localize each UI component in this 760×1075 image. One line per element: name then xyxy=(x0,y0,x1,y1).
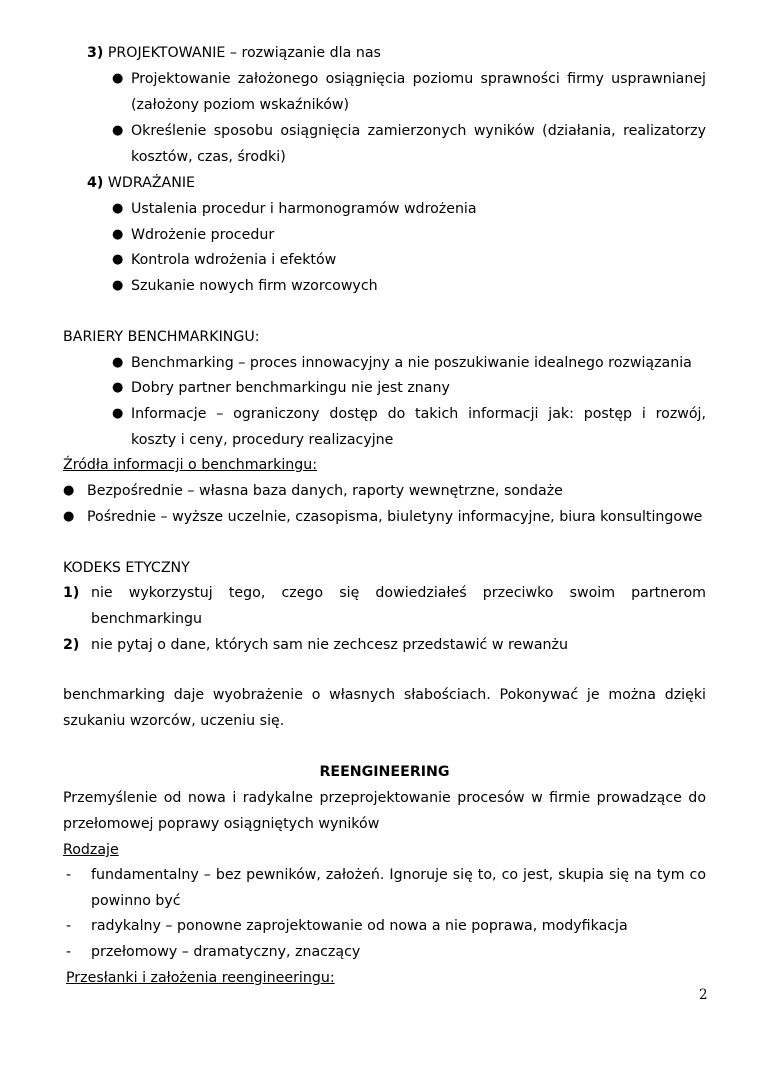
reengineering-title: REENGINEERING xyxy=(319,764,450,780)
list-item-continuation: kosztów, czas, środki) xyxy=(131,149,286,165)
barriers-heading: BARIERY BENCHMARKINGU: xyxy=(63,329,260,345)
summary-line: benchmarking daje wyobrażenie o własnych słabościach. Pokonywać je można dzięki xyxy=(63,687,706,703)
bullet-icon: ● xyxy=(112,406,124,421)
bullet-icon: ● xyxy=(112,380,124,395)
section-4-title: WDRAŻANIE xyxy=(107,175,196,191)
list-item: Szukanie nowych firm wzorcowych xyxy=(131,278,378,294)
list-item: Pośrednie – wyższe uczelnie, czasopisma, biuletyny informacyjne, biura konsultingowe xyxy=(87,509,703,525)
code-item-number: 2) xyxy=(63,637,80,653)
section-3-title: PROJEKTOWANIE – rozwiązanie dla nas xyxy=(107,45,381,61)
code-item-number: 1) xyxy=(63,585,80,601)
list-item-continuation: powinno być xyxy=(91,893,181,909)
list-item: nie wykorzystuj tego, czego się dowiedziałeś przeciwko swoim partnerom xyxy=(91,585,706,601)
list-item: Projektowanie założonego osiągnięcia poziomu sprawności firmy usprawnianej xyxy=(131,71,706,87)
list-item: Dobry partner benchmarkingu nie jest znany xyxy=(131,380,450,396)
list-item: Określenie sposobu osiągnięcia zamierzonych wyników (działania, realizatorzy xyxy=(131,123,706,139)
list-item: przełomowy – dramatyczny, znaczący xyxy=(91,944,361,960)
dash-bullet: - xyxy=(66,918,72,934)
list-item: Ustalenia procedur i harmonogramów wdrożenia xyxy=(131,201,477,217)
summary-line: szukaniu wzorców, uczeniu się. xyxy=(63,713,285,729)
sources-heading: Źródła informacji o benchmarkingu: xyxy=(63,457,318,473)
code-heading: KODEKS ETYCZNY xyxy=(63,560,190,576)
definition-line: Przemyślenie od nowa i radykalne przeprojektowanie procesów w firmie prowadzące do xyxy=(63,790,706,806)
list-item-continuation: koszty i ceny, procedury realizacyjne xyxy=(131,432,394,448)
bullet-icon: ● xyxy=(112,278,124,293)
bullet-icon: ● xyxy=(63,509,75,524)
bullet-icon: ● xyxy=(112,71,124,86)
list-item-continuation: benchmarkingu xyxy=(91,611,203,627)
dash-bullet: - xyxy=(66,944,72,960)
list-item: Informacje – ograniczony dostęp do takich informacji jak: postęp i rozwój, xyxy=(131,406,706,422)
bullet-icon: ● xyxy=(112,227,124,242)
dash-bullet: - xyxy=(66,867,72,883)
premises-heading: Przesłanki i założenia reengineeringu: xyxy=(66,970,335,986)
list-item: Wdrożenie procedur xyxy=(131,227,275,243)
section-3-heading xyxy=(87,43,381,63)
section-4-heading xyxy=(87,173,195,193)
section-4-number: 4) xyxy=(87,175,104,191)
list-item-continuation: (założony poziom wskaźników) xyxy=(131,97,350,113)
bullet-icon: ● xyxy=(112,201,124,216)
list-item: nie pytaj o dane, których sam nie zechcesz przedstawić w rewanżu xyxy=(91,637,568,653)
list-item: Bezpośrednie – własna baza danych, raporty wewnętrzne, sondaże xyxy=(87,483,563,499)
bullet-icon: ● xyxy=(112,252,124,267)
list-item: Benchmarking – proces innowacyjny a nie poszukiwanie idealnego rozwiązania xyxy=(131,355,692,371)
types-heading: Rodzaje xyxy=(63,842,119,858)
definition-line: przełomowej poprawy osiągniętych wyników xyxy=(63,816,380,832)
bullet-icon: ● xyxy=(112,123,124,138)
bullet-icon: ● xyxy=(112,355,124,370)
list-item: fundamentalny – bez pewników, założeń. Ignoruje się to, co jest, skupia się na tym co xyxy=(91,867,706,883)
section-3-number: 3) xyxy=(87,45,104,61)
bullet-icon: ● xyxy=(63,483,75,498)
list-item: radykalny – ponowne zaprojektowanie od nowa a nie poprawa, modyfikacja xyxy=(91,918,628,934)
page-number: 2 xyxy=(699,987,708,1003)
list-item: Kontrola wdrożenia i efektów xyxy=(131,252,337,268)
